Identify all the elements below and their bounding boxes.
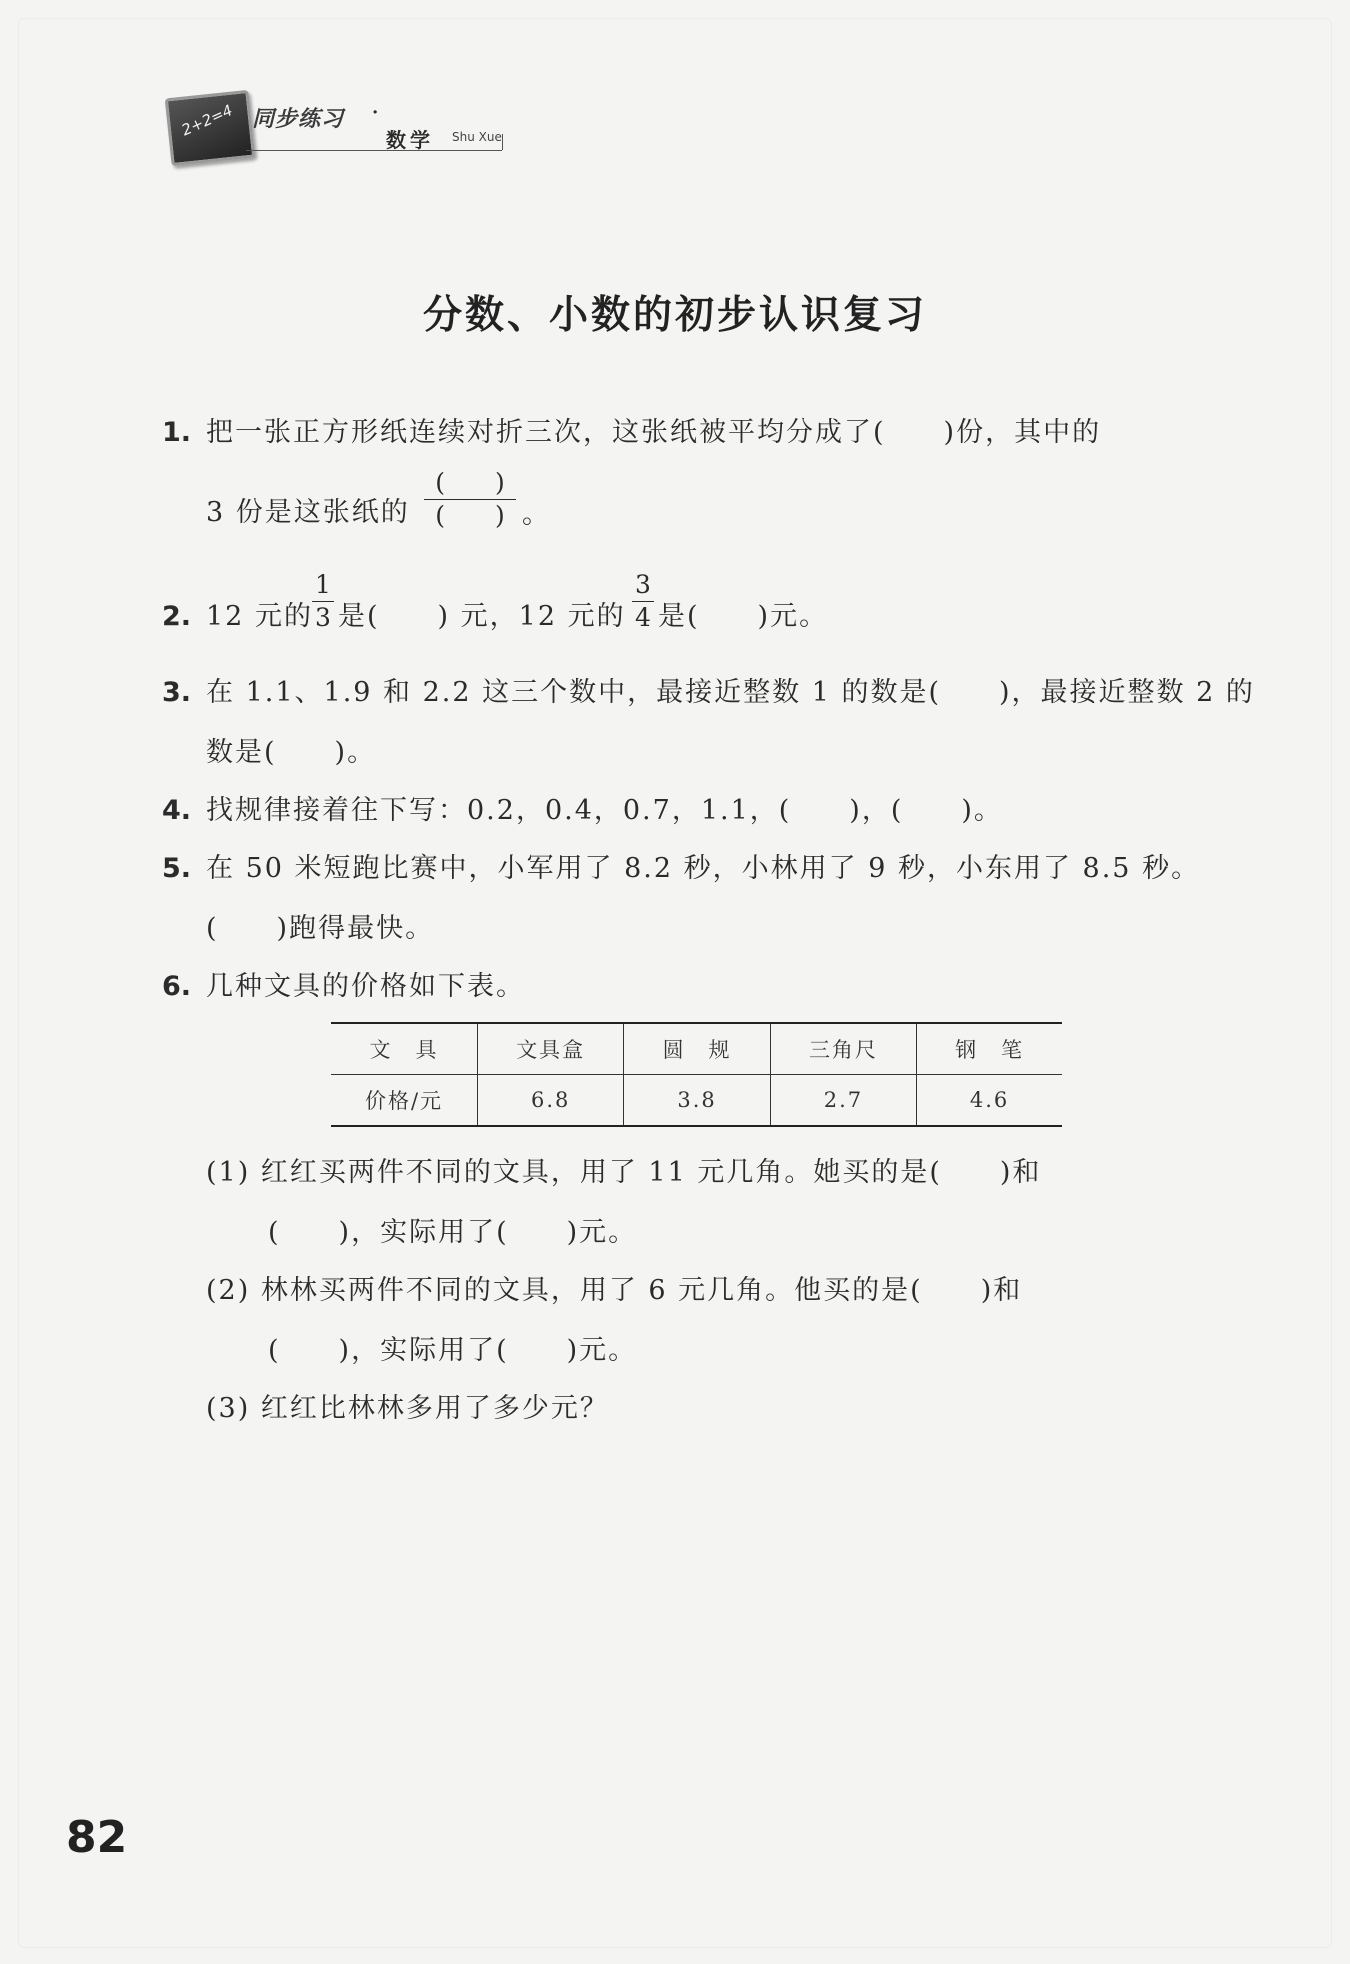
question-text: (1) 红红买两件不同的文具，用了 11 元几角。她买的是( )和 [206, 1157, 1042, 1188]
price-table [331, 1022, 1062, 1127]
question-text: ( )跑得最快。 [206, 913, 435, 944]
sub-question-2-line-2 [268, 1328, 637, 1367]
question-1-line-2 [206, 490, 410, 529]
question-number: 6. [162, 971, 192, 1002]
table-header-cell: 文 具 [369, 1038, 439, 1062]
header-underline [246, 150, 502, 151]
question-text: 在 50 米短跑比赛中，小军用了 8.2 秒，小林用了 9 秒，小东用了 8.5 秒。 [206, 853, 1201, 884]
fraction-denominator: 4 [635, 603, 651, 632]
question-text: (2) 林林买两件不同的文具，用了 6 元几角。他买的是( )和 [206, 1275, 1023, 1306]
question-3 [162, 670, 1255, 709]
fraction-bar [632, 601, 654, 602]
question-5 [162, 846, 1200, 885]
page-title: 分数、小数的初步认识复习 [422, 292, 927, 338]
question-text: 。 [522, 499, 551, 530]
header-underline-end [502, 134, 503, 150]
question-number: 4. [162, 795, 192, 826]
table-cell: 价格/元 [364, 1089, 444, 1113]
question-number: 3. [162, 677, 192, 708]
fraction-numerator: 1 [315, 570, 331, 599]
question-number: 1. [162, 417, 192, 448]
table-header-row [331, 1023, 1062, 1075]
question-text: 12 元的 [206, 601, 313, 632]
question-text: 数是( )。 [206, 737, 377, 768]
question-text: ( )，实际用了( )元。 [268, 1335, 638, 1366]
book-header [160, 90, 520, 170]
table-cell: 4.6 [917, 1075, 1062, 1127]
table-cell: 3.8 [624, 1075, 770, 1127]
question-text: ( )，实际用了( )元。 [268, 1217, 638, 1248]
question-text: 3 份是这张纸的 [206, 497, 410, 528]
fraction-numerator: 3 [635, 570, 651, 599]
separator-dot: · [372, 102, 379, 123]
question-number: 5. [162, 853, 192, 884]
page-number: 82 [66, 1812, 128, 1863]
table-header-cell: 文具盒 [478, 1023, 624, 1075]
chalkboard-icon [165, 90, 256, 166]
series-title: 同步练习 [252, 107, 345, 132]
question-1-end [522, 492, 551, 531]
sub-question-2 [206, 1268, 1022, 1307]
table-cell: 6.8 [478, 1075, 624, 1127]
fraction-three-quarters [632, 570, 654, 633]
fraction-bar [312, 601, 334, 602]
question-text: (3) 红红比林林多用了多少元？ [206, 1393, 609, 1424]
question-2 [162, 594, 313, 633]
fraction-bar [424, 499, 516, 500]
question-text: 找规律接着往下写：0.2，0.4，0.7，1.1，( )，( )。 [206, 795, 1003, 826]
question-text: 是( )元。 [658, 601, 829, 632]
question-3-line-2 [206, 730, 376, 769]
table-header-cell: 三角尺 [770, 1023, 916, 1075]
question-text: 在 1.1、1.9 和 2.2 这三个数中，最接近整数 1 的数是( )，最接近整数 2 的 [206, 677, 1255, 708]
subject-label: 数学 [386, 128, 434, 152]
subject-pinyin: Shu Xue [452, 130, 502, 144]
fraction-blank [424, 468, 516, 531]
chalkboard-text: 2+2=4 [178, 101, 236, 140]
fraction-denominator: ( ) [435, 501, 505, 530]
question-text: 把一张正方形纸连续对折三次，这张纸被平均分成了( )份，其中的 [206, 417, 1102, 448]
question-1 [162, 410, 1101, 449]
question-5-line-2 [206, 906, 434, 945]
question-4 [162, 788, 1003, 827]
table-cell: 2.7 [770, 1075, 916, 1127]
sub-question-3 [206, 1386, 609, 1425]
sub-question-1 [206, 1150, 1041, 1189]
question-number: 2. [162, 601, 192, 632]
question-2-end [658, 594, 828, 633]
fraction-one-third [312, 570, 334, 633]
question-2-mid [338, 594, 626, 633]
question-text: 是( ) 元，12 元的 [338, 601, 626, 632]
question-text: 几种文具的价格如下表。 [206, 971, 525, 1002]
sub-question-1-line-2 [268, 1210, 637, 1249]
table-row [331, 1075, 1062, 1127]
question-6 [162, 964, 525, 1003]
table-header-cell: 圆 规 [624, 1023, 770, 1075]
fraction-numerator: ( ) [435, 468, 505, 497]
table-header-cell: 钢 笔 [917, 1023, 1062, 1075]
fraction-denominator: 3 [315, 603, 331, 632]
